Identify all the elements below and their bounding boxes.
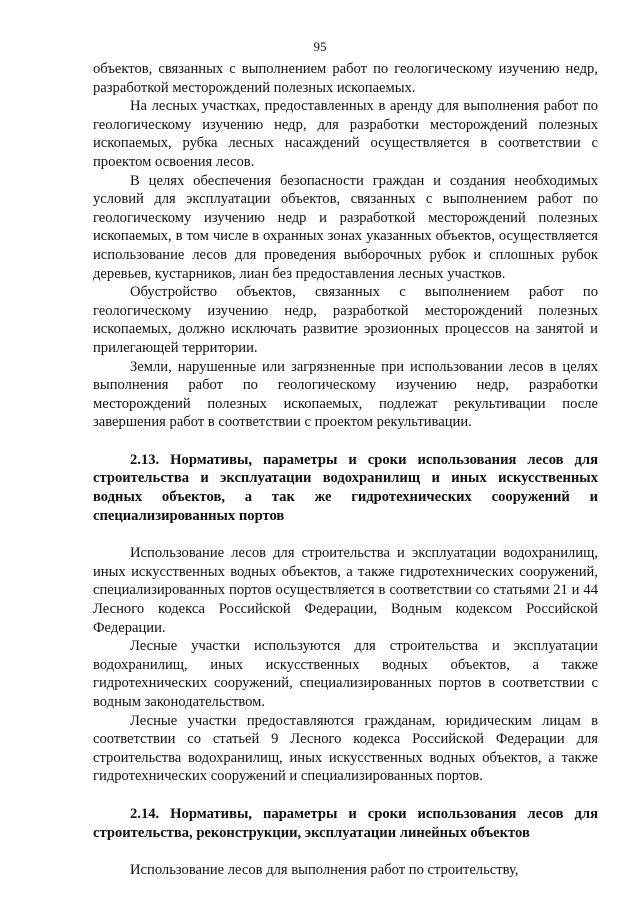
paragraph: На лесных участках, предоставленных в аренду для выполнения работ по геологическому изучению недр, для разработки месторождений полезных ископаемых, рубка лесных насаждений осуществляется в соответствии с проектом освоения лесов. <box>93 98 598 170</box>
paragraph: Использование лесов для строительства и эксплуатации водохранилищ, иных искусственных водных объектов, а также гидротехнических сооружений, специализированных портов осуществляется в соответствии со статьями 21 и 44 Лесного кодекса Российской Федерации, Водным кодексом Российской Федерации. <box>93 545 598 636</box>
document-body <box>93 60 598 880</box>
page-number: 95 <box>313 39 327 54</box>
section-heading-2-14: 2.14. Нормативы, параметры и сроки использования лесов для строительства, реконструкции, эксплуатации линейных объектов <box>93 805 598 841</box>
paragraph: Лесные участки предоставляются гражданам, юридическим лицам в соответствии со статьей 9 Лесного кодекса Российской Федерации для строительства водохранилищ, иных искусственных водных объектов, а также гидротехнических сооружений и специализированных портов. <box>93 712 598 785</box>
paragraph-continued: объектов, связанных с выполнением работ по геологическому изучению недр, разработкой месторождений полезных ископаемых. <box>93 61 598 96</box>
paragraph: Использование лесов для выполнения работ по строительству, <box>130 862 519 879</box>
paragraph: Обустройство объектов, связанных с выполнением работ по геологическому изучению недр, разработкой месторождений полезных ископаемых, должно исключать развитие эрозионных процессов на занятой и прилегающей территории. <box>93 284 598 356</box>
paragraph: Лесные участки используются для строительства и эксплуатации водохранилищ, иных искусственных водных объектов, а также гидротехнических сооружений, специализированных портов в соответствии с водным законодательством. <box>93 638 598 710</box>
paragraph: В целях обеспечения безопасности граждан и создания необходимых условий для эксплуатации объектов, связанных с выполнением работ по геологическому изучению недр и разработкой месторождений полезных ископаемых, в том числе в охранных зонах указанных объектов, осуществляется использование лесов для проведения выборочных рубок и сплошных рубок деревьев, кустарников, лиан без предоставления лесных участков. <box>93 172 598 282</box>
section-heading-2-13: 2.13. Нормативы, параметры и сроки использования лесов для строительства и эксплуатации водохранилищ и иных искусственных водных объектов, а так же гидротехнических сооружений и специализированных портов <box>93 451 598 524</box>
paragraph: Земли, нарушенные или загрязненные при использовании лесов в целях выполнения работ по геологическому изучению недр, разработки месторождений полезных ископаемых, подлежат рекультивации после завершения работ в соответствии с проектом рекультивации. <box>93 358 598 431</box>
